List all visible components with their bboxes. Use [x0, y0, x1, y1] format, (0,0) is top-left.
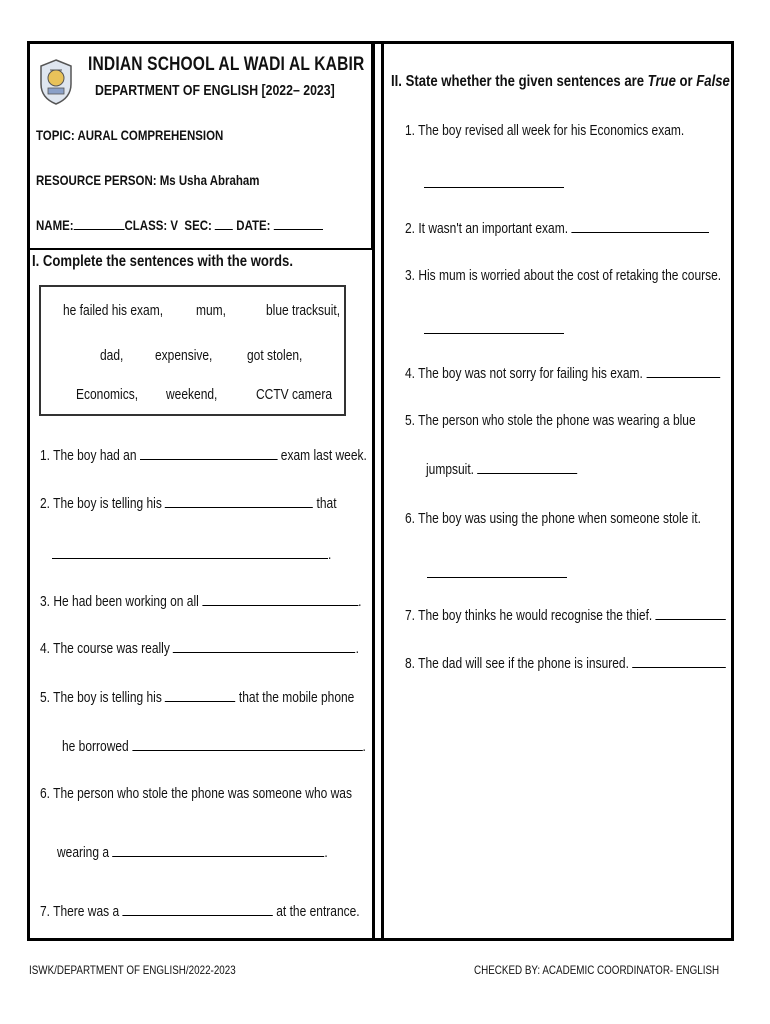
word-bank-item: got stolen, — [247, 347, 303, 364]
footer-left: ISWK/DEPARTMENT OF ENGLISH/2022-2023 — [29, 963, 236, 977]
resource-person: RESOURCE PERSON: Ms Usha Abraham — [36, 172, 260, 188]
part1-question-5: 5. The boy is telling his that the mobile phone — [40, 689, 355, 706]
part2-question-5: 5. The person who stole the phone was wearing a blue — [405, 412, 696, 429]
word-bank-item: CCTV camera — [256, 386, 333, 403]
sec-label: SEC: — [184, 217, 212, 233]
answer-blank[interactable] — [571, 219, 709, 233]
name-field[interactable] — [74, 216, 125, 230]
answer-blank[interactable] — [427, 577, 567, 578]
word-bank-item: dad, — [100, 347, 124, 364]
part2-question-1: 1. The boy revised all week for his Economics exam. — [405, 122, 685, 139]
answer-blank[interactable] — [165, 494, 313, 508]
answer-blank[interactable] — [477, 460, 577, 474]
part2-question-4: 4. The boy was not sorry for failing his exam. — [405, 364, 720, 382]
part2-question-6: 6. The boy was using the phone when someone stole it. — [405, 510, 701, 527]
part1-question-1: 1. The boy had an exam last week. — [40, 447, 367, 464]
part2-question-7: 7. The boy thinks he would recognise the thief. — [405, 606, 726, 624]
part1-question-2: 2. The boy is telling his that — [40, 495, 337, 512]
topic: TOPIC: AURAL COMPREHENSION — [36, 127, 224, 143]
answer-blank[interactable] — [165, 688, 235, 702]
part1-question-3: 3. He had been working on all . — [40, 593, 362, 610]
part1-question-2-cont: . — [52, 545, 331, 563]
part1-question-4: 4. The course was really . — [40, 640, 359, 657]
name-label: NAME: — [36, 217, 74, 233]
date-label: DATE: — [236, 217, 271, 233]
word-bank-item: expensive, — [155, 347, 213, 364]
answer-blank[interactable] — [202, 592, 358, 606]
department-name: DEPARTMENT OF ENGLISH [2022– 2023] — [95, 82, 335, 99]
part2-title: II. State whether the given sentences are True or False — [391, 73, 730, 90]
school-crest-icon — [38, 58, 74, 106]
word-bank-item: he failed his exam, — [63, 302, 164, 319]
answer-blank[interactable] — [123, 902, 273, 916]
answer-blank[interactable] — [656, 606, 726, 620]
part2-question-5-cont: jumpsuit. — [426, 460, 577, 478]
column-divider — [372, 44, 384, 938]
answer-blank[interactable] — [424, 187, 564, 188]
word-bank-item: weekend, — [166, 386, 218, 403]
sec-field[interactable] — [215, 216, 233, 230]
answer-blank[interactable] — [112, 843, 324, 857]
answer-blank[interactable] — [173, 639, 355, 653]
word-bank-item: mum, — [196, 302, 226, 319]
answer-blank[interactable] — [646, 364, 720, 378]
answer-blank[interactable] — [132, 737, 362, 751]
part1-question-6: 6. The person who stole the phone was someone who was — [40, 785, 352, 802]
part2-question-2: 2. It wasn't an important exam. — [405, 219, 709, 237]
word-bank-item: Economics, — [76, 386, 139, 403]
student-info-line — [36, 216, 323, 233]
answer-blank[interactable] — [632, 654, 726, 668]
class-label: CLASS: V — [124, 217, 179, 233]
part1-question-6-cont: wearing a . — [57, 844, 328, 861]
part1-question-7: 7. There was a at the entrance. — [40, 903, 360, 920]
part1-question-5-cont: he borrowed . — [62, 738, 366, 755]
answer-blank[interactable] — [52, 545, 328, 559]
part2-question-3: 3. His mum is worried about the cost of retaking the course. — [405, 267, 722, 284]
word-bank-item: blue tracksuit, — [266, 302, 341, 319]
footer-right: CHECKED BY: ACADEMIC COORDINATOR- ENGLISH — [474, 963, 720, 977]
answer-blank[interactable] — [424, 333, 564, 334]
part1-title: I. Complete the sentences with the words. — [32, 253, 293, 270]
date-field[interactable] — [274, 216, 323, 230]
school-name: INDIAN SCHOOL AL WADI AL KABIR — [88, 54, 365, 75]
part2-question-8: 8. The dad will see if the phone is insured. — [405, 654, 726, 672]
answer-blank[interactable] — [140, 446, 278, 460]
